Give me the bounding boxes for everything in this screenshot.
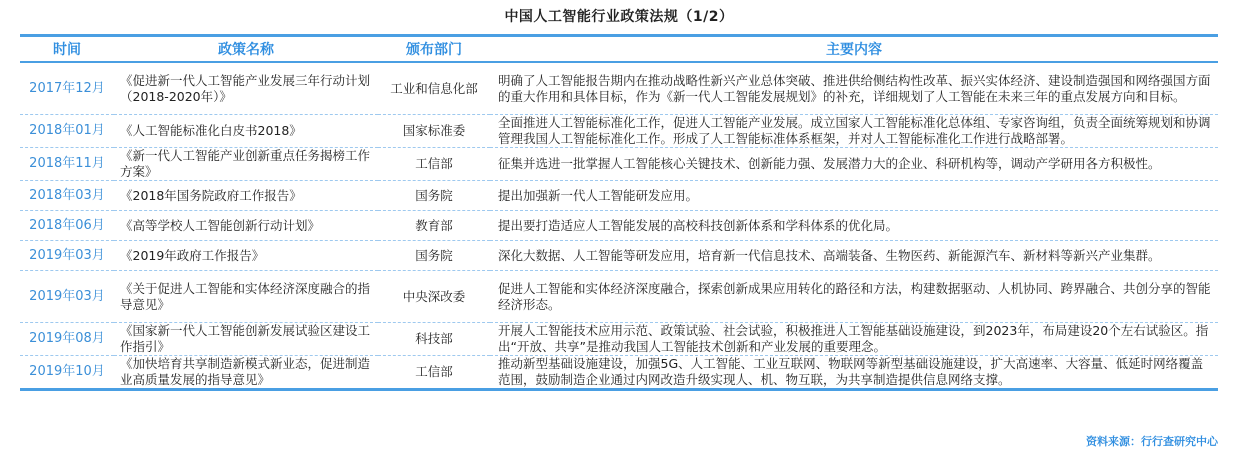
- cell-content: 提出要打造适应人工智能发展的高校科技创新体系和学科体系的优化局。: [490, 211, 1218, 241]
- cell-content: 征集并选进一批掌握人工智能核心关键技术、创新能力强、发展潜力大的企业、科研机构等，调动产学研用各方积极性。: [490, 148, 1218, 181]
- header-policy-name: 政策名称: [114, 36, 378, 63]
- cell-time: 2017年12月: [20, 62, 114, 115]
- cell-policy-name: 《促进新一代人工智能产业发展三年行动计划（2018-2020年）》: [114, 62, 378, 115]
- cell-time: 2018年03月: [20, 181, 114, 211]
- cell-policy-name: 《关于促进人工智能和实体经济深度融合的指导意见》: [114, 271, 378, 323]
- table-row: [20, 356, 1218, 390]
- cell-policy-name: 《人工智能标准化白皮书2018》: [114, 115, 378, 148]
- cell-policy-name: 《2018年国务院政府工作报告》: [114, 181, 378, 211]
- table-row: [20, 148, 1218, 181]
- cell-time: 2019年03月: [20, 241, 114, 271]
- cell-department: 工信部: [378, 356, 490, 390]
- data-source-note: 资料来源：行行查研究中心: [1086, 435, 1218, 448]
- cell-time: 2018年01月: [20, 115, 114, 148]
- cell-content: 提出加强新一代人工智能研发应用。: [490, 181, 1218, 211]
- table-row: [20, 323, 1218, 356]
- page-title: 中国人工智能行业政策法规（1/2）: [504, 9, 734, 25]
- table-row: [20, 211, 1218, 241]
- cell-policy-name: 《高等学校人工智能创新行动计划》: [114, 211, 378, 241]
- cell-department: 中央深改委: [378, 271, 490, 323]
- cell-content: 明确了人工智能报告期内在推动战略性新兴产业总体突破、推进供给侧结构性改革、振兴实体经济、建设制造强国和网络强国方面的重大作用和具体目标，作为《新一代人工智能发展规划》的补充，详细规划了人工智能在未来三年的重点发展方向和目标。: [490, 62, 1218, 115]
- cell-department: 工信部: [378, 148, 490, 181]
- cell-policy-name: 《国家新一代人工智能创新发展试验区建设工作指引》: [114, 323, 378, 356]
- cell-department: 工业和信息化部: [378, 62, 490, 115]
- cell-content: 推动新型基础设施建设，加强5G、人工智能、工业互联网、物联网等新型基础设施建设，扩大高速率、大容量、低延时网络覆盖范围，鼓励制造企业通过内网改造升级实现人、机、物互联，为共享制造提供信息网络支撑。: [490, 356, 1218, 390]
- cell-department: 教育部: [378, 211, 490, 241]
- table-row: [20, 271, 1218, 323]
- cell-policy-name: 《加快培育共享制造新模式新业态，促进制造业高质量发展的指导意见》: [114, 356, 378, 390]
- cell-department: 科技部: [378, 323, 490, 356]
- cell-time: 2019年03月: [20, 271, 114, 323]
- table-row: [20, 181, 1218, 211]
- header-department: 颁布部门: [378, 36, 490, 63]
- table-row: [20, 115, 1218, 148]
- cell-time: 2019年10月: [20, 356, 114, 390]
- cell-content: 全面推进人工智能标准化工作，促进人工智能产业发展。成立国家人工智能标准化总体组、专家咨询组，负责全面统筹规划和协调管理我国人工智能标准化工作。形成了人工智能标准体系框架，并对人工智能标准化工作进行战略部署。: [490, 115, 1218, 148]
- cell-department: 国务院: [378, 241, 490, 271]
- cell-time: 2019年08月: [20, 323, 114, 356]
- cell-department: 国务院: [378, 181, 490, 211]
- cell-content: 促进人工智能和实体经济深度融合，探索创新成果应用转化的路径和方法，构建数据驱动、人机协同、跨界融合、共创分享的智能经济形态。: [490, 271, 1218, 323]
- cell-content: 开展人工智能技术应用示范、政策试验、社会试验，积极推进人工智能基础设施建设，到2023年，布局建设20个左右试验区。指出“开放、共享”是推动我国人工智能技术创新和产业发展的重要理念。: [490, 323, 1218, 356]
- table-header-row: [20, 36, 1218, 63]
- header-time: 时间: [20, 36, 114, 63]
- cell-time: 2018年06月: [20, 211, 114, 241]
- cell-department: 国家标准委: [378, 115, 490, 148]
- table-row: [20, 241, 1218, 271]
- policy-table-container: [20, 34, 1218, 391]
- table-row: [20, 62, 1218, 115]
- cell-time: 2018年11月: [20, 148, 114, 181]
- header-content: 主要内容: [490, 36, 1218, 63]
- cell-policy-name: 《新一代人工智能产业创新重点任务揭榜工作方案》: [114, 148, 378, 181]
- cell-content: 深化大数据、人工智能等研发应用，培育新一代信息技术、高端装备、生物医药、新能源汽车、新材料等新兴产业集群。: [490, 241, 1218, 271]
- policy-table: [20, 34, 1218, 391]
- cell-policy-name: 《2019年政府工作报告》: [114, 241, 378, 271]
